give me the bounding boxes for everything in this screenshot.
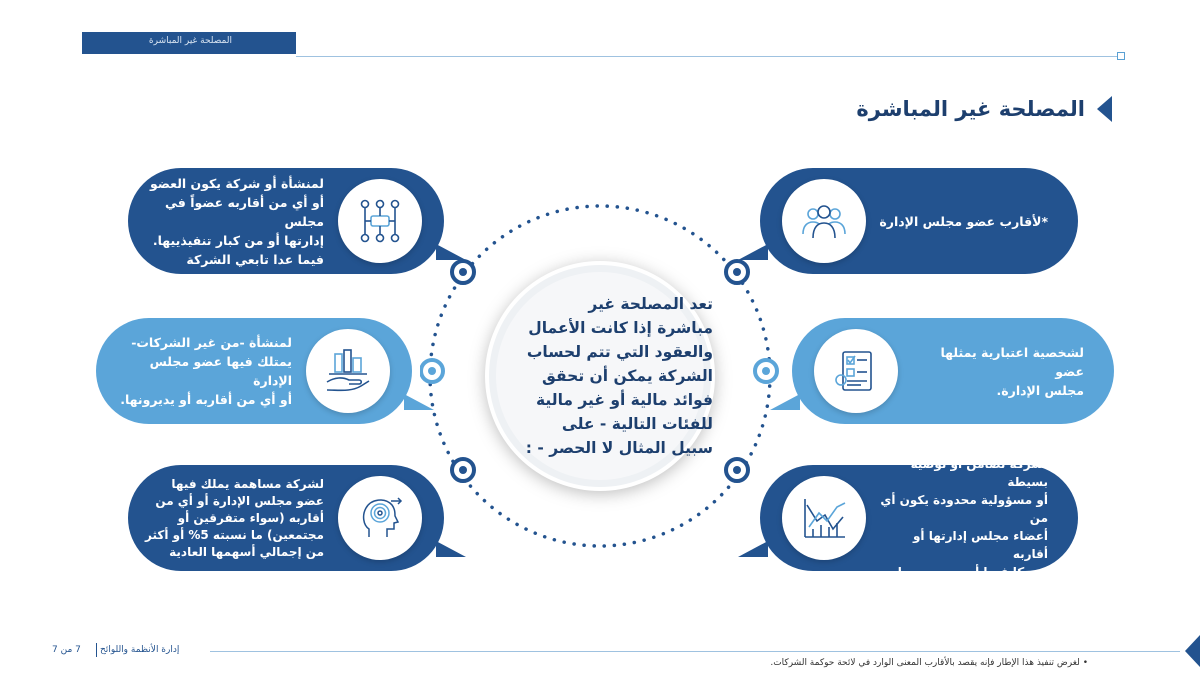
ring-node-left-bot (452, 459, 474, 481)
card-right-bot-text: لشركة تضامن أو توصية بسيطة أو مسؤولية محدودة يكون أي من أعضاء مجلس إدارتها أو أقاربه شريكا فيها أو من مديريها. (880, 457, 1048, 579)
header-section-tab (82, 32, 296, 54)
ring-node-right-mid (755, 360, 777, 382)
head-mind-icon (338, 476, 422, 560)
footer-separator (96, 643, 97, 657)
center-statement: تعد المصلحة غير مباشرة إذا كانت الأعمال والعقود التي تتم لحساب الشركة يمكن أن تحقق فوائد مالية أو غير مالية للفئات التالية - على سبيل المثال لا الحصر - : (525, 295, 713, 457)
ring-node-left-mid (421, 360, 443, 382)
card-tail (436, 541, 466, 557)
card-tail (436, 244, 466, 260)
page-number: 7 من 7 (52, 645, 81, 655)
footer-section: إدارة الأنظمة واللوائح (100, 645, 180, 655)
card-right-top-text: *لأقارب عضو مجلس الإدارة (879, 213, 1048, 229)
card-right-top (760, 168, 1078, 274)
trend-chart-icon (782, 476, 866, 560)
header-divider (296, 56, 1118, 57)
card-left-bot-text: لشركة مساهمة يملك فيها عضو مجلس الإدارة أو أي من أقاربه (سواء متفرقين أو مجتمعين) ما نسبته 5% أو أكثر من إجمالي أسهمها العادية (144, 476, 324, 559)
ring-node-right-top (726, 261, 748, 283)
card-left-bot (128, 465, 444, 571)
footnote: • لغرض تنفيذ هذا الإطار فإنه يقصد بالأقارب المعنى الوارد في لائحة حوكمة الشركات. (770, 658, 1088, 668)
network-nodes-icon (338, 179, 422, 263)
document-checklist-icon (814, 329, 898, 413)
card-right-mid (792, 318, 1114, 424)
page-title-block (856, 96, 1112, 122)
title-marker-icon (1097, 96, 1112, 122)
ring-node-left-top (452, 261, 474, 283)
card-left-top-text: لمنشأة أو شركة يكون العضو أو أي من أقاربه عضواً في مجلس إدارتها أو من كبار تنفيذييها. فيما عدا تابعي الشركة (149, 175, 324, 267)
card-tail (738, 541, 768, 557)
card-right-bot (760, 457, 1078, 579)
ring-node-right-bot (726, 459, 748, 481)
header-section-label: المصلحة غير المباشرة (148, 36, 232, 46)
card-left-mid (96, 318, 412, 424)
card-tail (404, 394, 434, 410)
card-tail (738, 244, 768, 260)
footer-divider (210, 651, 1180, 652)
footer-marker-icon (1185, 635, 1200, 667)
header-divider-endpoint (1117, 52, 1125, 60)
card-right-mid-text: لشخصية اعتبارية يمثلها عضو مجلس الإدارة. (940, 344, 1084, 398)
people-group-icon (782, 179, 866, 263)
card-left-top (128, 168, 444, 274)
hand-buildings-icon (306, 329, 390, 413)
page-title: المصلحة غير المباشرة (856, 97, 1085, 121)
card-tail (770, 394, 800, 410)
card-left-mid-text: لمنشأة -من غير الشركات- يمتلك فيها عضو مجلس الإدارة أو أي من أقاربه أو يديرونها. (120, 335, 292, 407)
